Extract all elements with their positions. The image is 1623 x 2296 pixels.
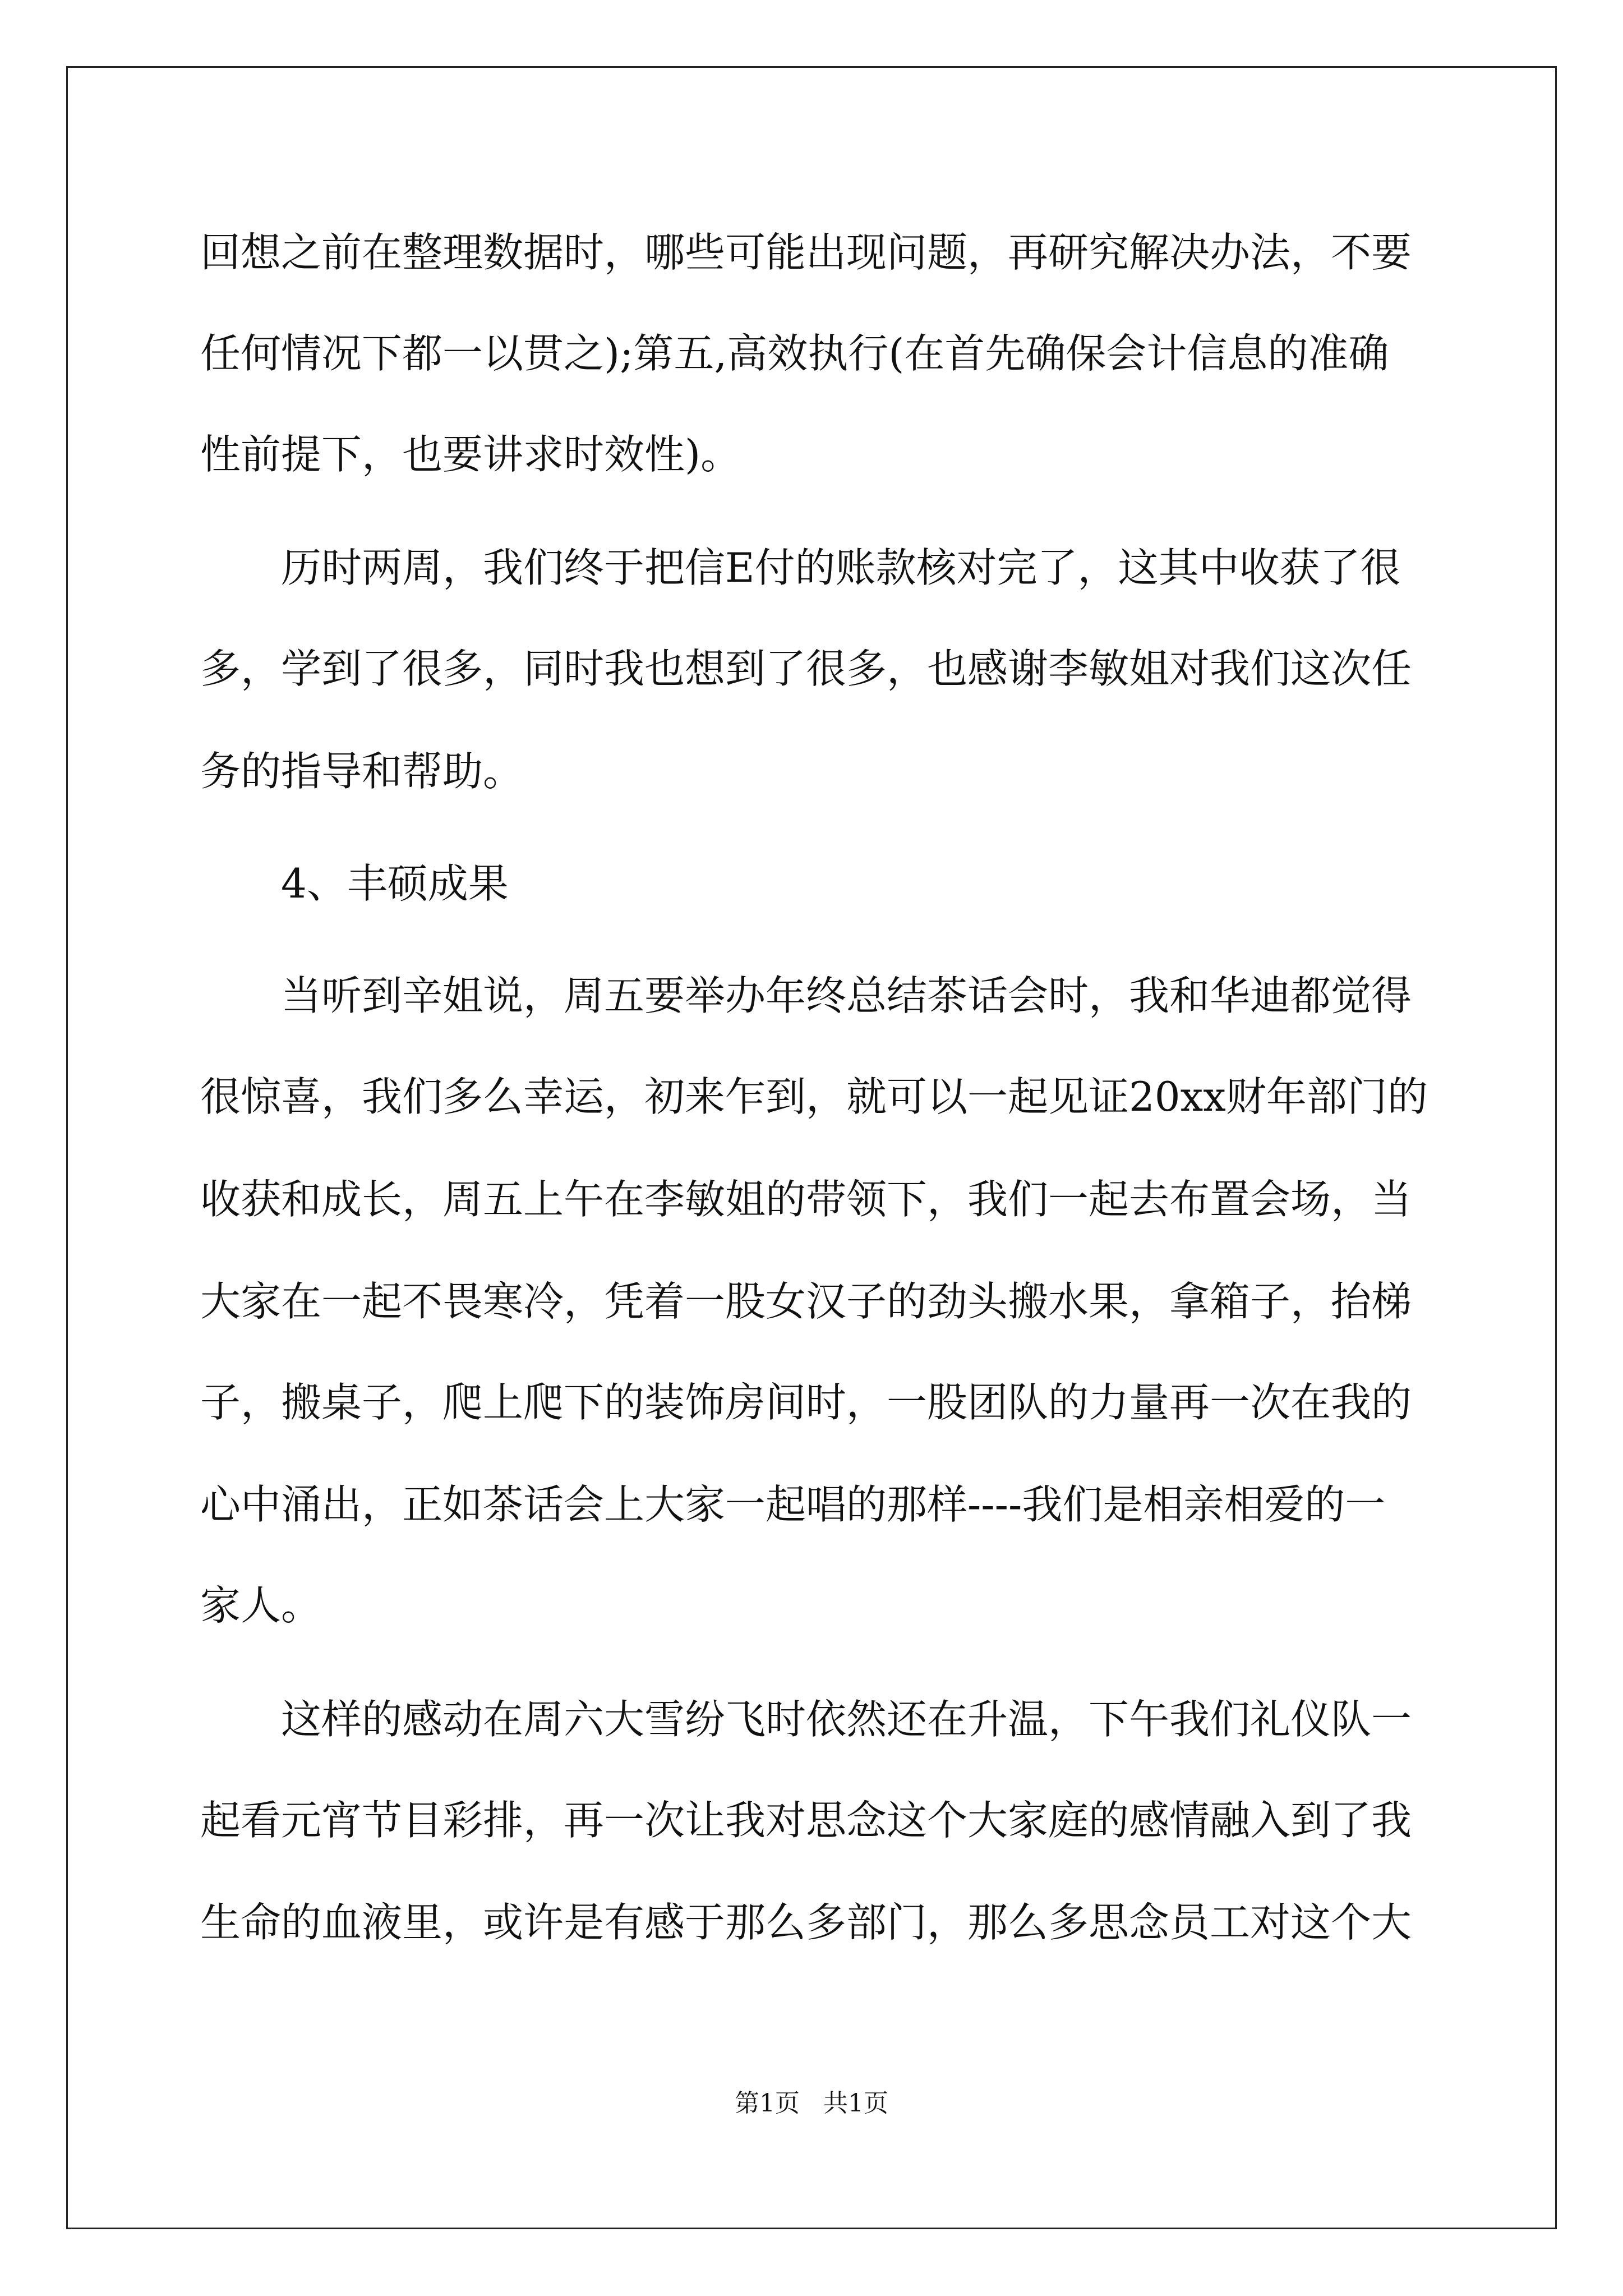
page-number: 第1页 共1页	[735, 2089, 888, 2118]
text-line: 子，搬桌子，爬上爬下的装饰房间时，一股团队的力量再一次在我的	[200, 1379, 1412, 1426]
text-line: 家人。	[200, 1582, 322, 1629]
text-line: 回想之前在整理数据时，哪些可能出现问题，再研究解决办法，不要	[200, 229, 1412, 276]
text-line: 性前提下，也要讲求时效性)。	[200, 431, 741, 478]
text-line: 生命的血液里，或许是有感于那么多部门，那么多思念员工对这个大	[200, 1899, 1412, 1946]
text-line: 任何情况下都一以贯之);第五,高效执行(在首先确保会计信息的准确	[200, 330, 1389, 377]
text-line: 收获和成长，周五上午在李敏姐的带领下，我们一起去布置会场，当	[200, 1176, 1412, 1223]
text-line: 很惊喜，我们多么幸运，初来乍到，就可以一起见证20xx财年部门的	[200, 1073, 1428, 1120]
text-line: 务的指导和帮助。	[200, 748, 524, 795]
text-line: 这样的感动在周六大雪纷飞时依然还在升温，下午我们礼仪队一	[281, 1696, 1412, 1743]
text-line: 大家在一起不畏寒冷，凭着一股女汉子的劲头搬水果，拿箱子，抬梯	[200, 1278, 1412, 1325]
text-line: 心中涌出，正如茶话会上大家一起唱的那样----我们是相亲相爱的一	[200, 1481, 1386, 1528]
text-line: 起看元宵节目彩排，再一次让我对思念这个大家庭的感情融入到了我	[200, 1797, 1412, 1844]
section-heading: 4、丰硕成果	[281, 860, 509, 907]
text-line: 历时两周，我们终于把信E付的账款核对完了，这其中收获了很	[281, 544, 1401, 591]
text-line: 当听到辛姐说，周五要举办年终总结茶话会时，我和华迪都觉得	[281, 972, 1412, 1019]
text-line: 多，学到了很多，同时我也想到了很多，也感谢李敏姐对我们这次任	[200, 645, 1412, 692]
